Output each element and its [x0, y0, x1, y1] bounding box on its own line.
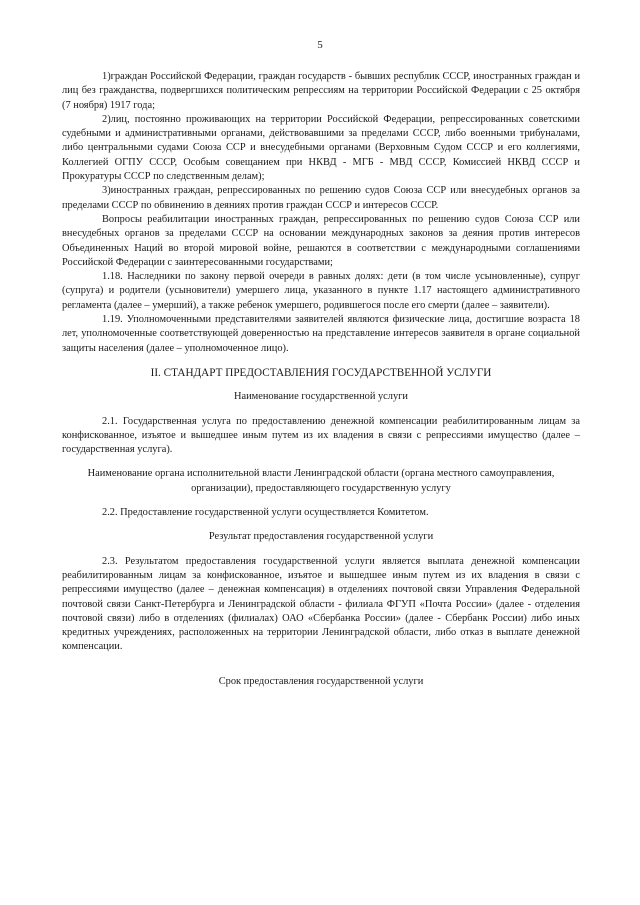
service-name-heading: Наименование государственной услуги	[234, 391, 408, 403]
paragraph-1-19: 1.19. Уполномоченными представителями заявителей являются физические лица, достигшие возраста 18 лет, уполномоченные соответствующей доверенностью на представление интересов заявителя в органе социальной защиты населения (далее – уполномоченное лицо).	[62, 314, 580, 354]
document-body	[62, 70, 580, 689]
page-number: 5	[317, 39, 323, 51]
paragraph-2-2: 2.2. Предоставление государственной услуги осуществляется Комитетом.	[102, 507, 429, 519]
list-item-1: 1)граждан Российской Федерации, граждан государств - бывших республик СССР, иностранных граждан и лиц без гражданства, подвергшихся политическим репрессиям на территории Российской Федерации с 25 октября (7 ноября) 1917 года;	[62, 71, 580, 111]
list-item-2: 2)лиц, постоянно проживающих на территории Российской Федерации, репрессированных советскими судебными и административными органами, действовавшими за пределами СССР, либо военными трибуналами, либо центральными судами Союза ССР и внесудебными органами (Верховным Судом СССР и его коллегиями, Коллегией ОГПУ СССР, Особым совещанием при НКВД - МГБ - МВД СССР, Комиссией НКВД СССР и Прокуратуры СССР по следственным делам);	[62, 113, 580, 183]
result-heading: Результат предоставления государственной услуги	[208, 531, 434, 543]
paragraph-1-18: 1.18. Наследники по закону первой очереди в равных долях: дети (в том числе усыновленные), супруг (супруга) и родители (усыновители) умершего лица, указанного в пункте 1.17 настоящего административного регламента (далее – умерший), а также ребенок умершего, родившегося после его смерти (далее – заявители).	[62, 271, 580, 311]
list-item-3: 3)иностранных граждан, репрессированных по решению судов Союза ССР или внесудебных органов за пределами СССР по обвинению в деяниях против граждан СССР и интересов СССР.	[62, 185, 580, 211]
term-heading: Срок предоставления государственной услуги	[218, 675, 424, 687]
paragraph-2-1: 2.1. Государственная услуга по предоставлению денежной компенсации реабилитированным лицам за конфискованное, изъятое и вышедшее иным путем из их владения в связи с репрессиями имущество (далее – государственная услуга).	[62, 415, 580, 456]
section-title: II. СТАНДАРТ ПРЕДОСТАВЛЕНИЯ ГОСУДАРСТВЕННОЙ УСЛУГИ	[150, 366, 492, 379]
organ-heading: Наименование органа исполнительной власти Ленинградской области (органа местного самоуправления, организации), предоставляющего государственную услугу	[87, 468, 555, 494]
paragraph-2-3: 2.3. Результатом предоставления государственной услуги является выплата денежной компенсации реабилитированным лицам за конфискованное, изъятое и вышедшее иным путем из их владения в связи с репрессиями имущество (далее – денежная компенсация) в отделениях почтовой связи Управления Федеральной почтовой связи Санкт-Петербурга и Ленинградской области - филиала ФГУП «Почта России» (далее - отделения почтовой связи) либо в отделениях (филиалах) ОАО «Сбербанка России» (далее - Сбербанк России) либо иных кредитных учреждениях, расположенных на территории Ленинградской области, либо отказ в выплате денежной компенсации.	[62, 555, 580, 653]
foreign-rehab-paragraph: Вопросы реабилитации иностранных граждан, репрессированных по решению судов Союза ССР или внесудебных органов за пределами СССР на основании международных законов за деяния против интересов Объединенных Наций во второй мировой войне, решаются в соответствии с международными соглашениями Российской Федерации с заинтересованными государствами;	[62, 213, 580, 268]
